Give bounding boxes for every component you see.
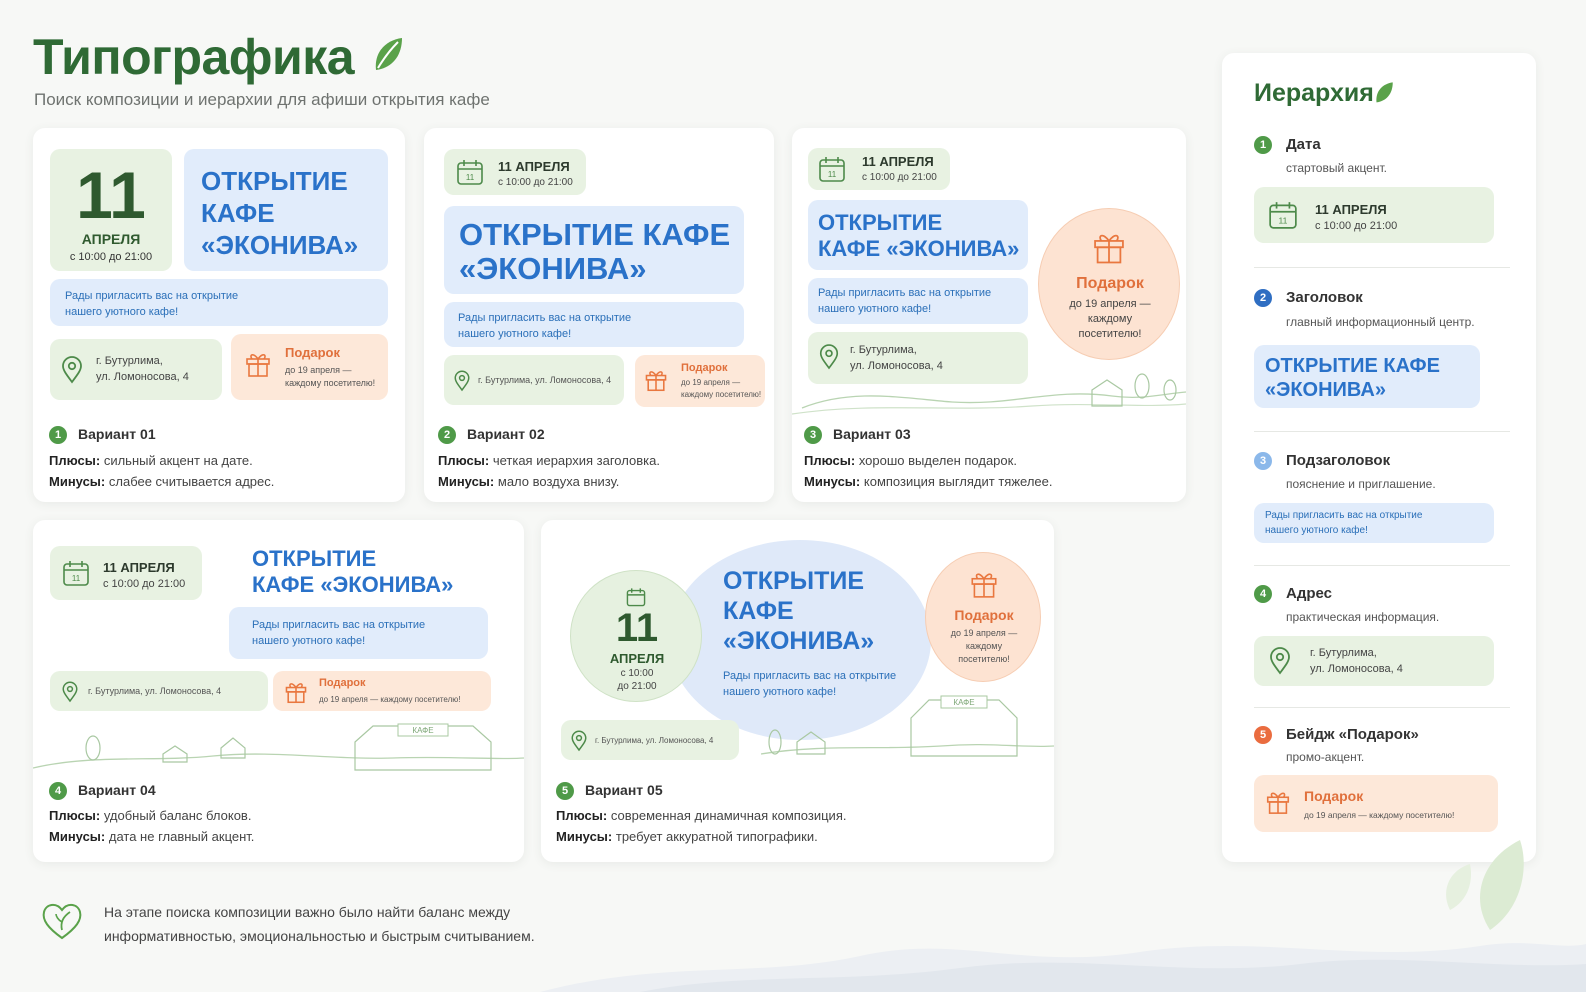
gift-icon [243,348,273,378]
variant-proscons: Плюсы: хорошо выделен подарок. Минусы: композиция выглядит тяжелее. [804,453,1053,489]
heading-block [184,149,388,271]
gift-icon [643,366,669,392]
variant-proscons: Плюсы: сильный акцент на дате. Минусы: слабее считывается адрес. [49,453,275,489]
invite-block [229,607,488,659]
hierarchy-label: Адрес [1286,585,1333,602]
variant-card-2 [424,128,774,502]
address-text: г. Бутурлима, ул. Ломоносова, 4 [1310,647,1403,675]
variant-proscons: Плюсы: современная динамичная композиция. Минусы: требует аккуратной типографики. [556,808,847,844]
invite-text: Рады пригласить вас на открытие нашего уютного кафе! [1265,510,1423,536]
footer-note: На этапе поиска композиции важно было найти баланс между информативностью, эмоциональностью и быстрым считыванием. [104,904,535,944]
variant-card-5 [541,520,1054,862]
date-text: 11 АПРЕЛЯ [862,154,934,169]
divider [1254,707,1510,708]
variant-proscons: Плюсы: четкая иерархия заголовка. Минусы: мало воздуха внизу. [438,453,660,489]
address-text: г. Бутурлима, ул. Ломоносова, 4 [595,736,714,745]
map-pin-icon [453,370,471,392]
variant-number: 3 [804,426,822,444]
invite-block [1254,503,1494,543]
map-pin-icon [818,344,840,370]
gift-title: Подарок [681,362,728,374]
address-block [561,720,739,760]
divider [1254,431,1510,432]
variant-title: Вариант 01 [78,426,156,442]
gift-icon [1264,787,1292,815]
svg-text:11: 11 [827,170,837,179]
leaf-decoration [1430,830,1570,940]
leaf-icon [1374,81,1394,105]
gift-title: Подарок [319,677,366,689]
calendar-icon [818,155,846,183]
invite-block [444,302,744,347]
gift-desc: до 19 апреля — каждому посетителю! [285,365,376,388]
divider [1254,565,1510,566]
date-day: 11 [76,158,146,232]
gift-icon [968,567,1000,599]
invite-text: Рады пригласить вас на открытие нашего уютного кафе! [65,290,239,318]
poster-heading: ОТКРЫТИЕ КАФЕ «ЭКОНИВА» [723,567,875,655]
hierarchy-desc: практическая информация. [1286,610,1440,624]
gift-icon [1090,227,1128,265]
variant-title: Вариант 03 [833,426,911,442]
landscape-illustration [33,720,524,780]
heading-block [1254,345,1480,408]
gift-title: Подарок [285,345,340,360]
hierarchy-number: 2 [1254,289,1272,307]
time-text: с 10:00 до 21:00 [498,177,573,188]
variant-title: Вариант 04 [78,782,156,798]
hierarchy-label: Дата [1286,136,1321,153]
date-circle [570,570,702,702]
address-text: г. Бутурлима, ул. Ломоносова, 4 [850,344,943,372]
hierarchy-desc: промо-акцент. [1286,750,1365,764]
variant-proscons: Плюсы: удобный баланс блоков. Минусы: дата не главный акцент. [49,808,255,844]
invite-text: Рады пригласить вас на открытие нашего уютного кафе! [252,619,426,647]
time-text: с 10:00 до 21:00 [862,172,937,183]
variant-card-4 [33,520,524,862]
invite-text: Рады пригласить вас на открытие нашего уютного кафе! [458,312,632,340]
hierarchy-panel [1222,53,1536,862]
date-text: 11 АПРЕЛЯ [103,560,175,575]
date-time: с 10:00 до 21:00 [617,668,657,692]
date-block [808,148,950,190]
gift-block [273,671,491,711]
map-pin-icon [1268,646,1292,676]
hierarchy-label: Бейдж «Подарок» [1286,726,1419,743]
address-text: г. Бутурлима, ул. Ломоносова, 4 [96,355,189,383]
leaf-icon [372,36,404,74]
hierarchy-number: 4 [1254,585,1272,603]
cafe-sign-text: КАФЕ [412,726,434,735]
gift-title: Подарок [1076,275,1144,292]
gift-desc: до 19 апреля — каждому посетителю! [681,378,762,399]
date-block [50,546,202,600]
address-text: г. Бутурлима, ул. Ломоносова, 4 [478,375,612,385]
poster-heading: ОТКРЫТИЕ КАФЕ «ЭКОНИВА» [252,546,454,597]
heading-block [444,206,744,294]
poster-heading: ОТКРЫТИЕ КАФЕ «ЭКОНИВА» [1265,355,1440,401]
gift-desc: до 19 апреля — каждому посетителю! [1304,810,1455,820]
variant-card-3 [792,128,1186,502]
time-text: с 10:00 до 21:00 [1315,220,1398,232]
address-block [50,339,222,400]
hierarchy-label: Подзаголовок [1286,452,1391,469]
date-text: 11 АПРЕЛЯ [498,159,570,174]
hierarchy-number: 1 [1254,136,1272,154]
divider [1254,267,1510,268]
variant-number: 5 [556,782,574,800]
landscape-illustration [792,368,1186,418]
svg-text:11: 11 [465,173,475,182]
address-block [444,355,624,405]
poster-heading: ОТКРЫТИЕ КАФЕ «ЭКОНИВА» [818,210,1020,261]
variant-title: Вариант 02 [467,426,545,442]
date-day: 11 [615,606,659,650]
gift-icon [283,678,309,704]
gift-circle [925,552,1041,682]
heading-block [808,200,1028,270]
time-text: с 10:00 до 21:00 [103,578,186,590]
invite-block [808,278,1028,324]
calendar-icon [1268,200,1298,230]
gift-block [1254,775,1498,832]
hierarchy-label: Заголовок [1286,289,1363,306]
gift-desc: до 19 апреля — каждому посетителю! [950,628,1018,664]
hierarchy-desc: пояснение и приглашение. [1286,477,1436,491]
landscape-illustration [761,690,1054,770]
map-pin-icon [60,356,84,384]
svg-text:11: 11 [1278,215,1288,226]
invite-block [50,279,388,326]
date-month: АПРЕЛЯ [81,231,141,247]
gift-desc: до 19 апреля — каждому посетителю! [319,695,461,704]
address-block [50,671,268,711]
poster-heading: ОТКРЫТИЕ КАФЕ «ЭКОНИВА» [201,166,359,260]
heart-leaf-icon [40,900,84,942]
svg-text:11: 11 [71,574,81,583]
gift-block [231,334,388,400]
gift-title: Подарок [1304,788,1364,804]
poster-heading: ОТКРЫТИЕ КАФЕ «ЭКОНИВА» [459,217,731,286]
date-block [444,149,586,195]
calendar-icon [456,158,484,186]
hierarchy-title: Иерархия [1254,79,1374,107]
date-time: с 10:00 до 21:00 [69,251,153,263]
variant-card-1 [33,128,405,502]
hierarchy-number: 3 [1254,452,1272,470]
invite-text: Рады пригласить вас на открытие нашего уютного кафе! [818,287,992,315]
variant-number: 1 [49,426,67,444]
cafe-sign-text: КАФЕ [953,698,975,707]
gift-title: Подарок [954,607,1014,623]
variant-number: 4 [49,782,67,800]
map-pin-icon [61,681,79,703]
gift-block [635,355,765,407]
date-text: 11 АПРЕЛЯ [1315,202,1387,217]
address-text: г. Бутурлима, ул. Ломоносова, 4 [88,686,222,696]
address-block [1254,636,1494,686]
calendar-icon [626,587,646,607]
hierarchy-desc: главный информационный центр. [1286,315,1475,329]
gift-desc: до 19 апреля — каждому посетителю! [1069,298,1151,340]
page-title: Типографика [33,29,355,85]
date-month: АПРЕЛЯ [609,651,665,666]
page-subtitle: Поиск композиции и иерархии для афиши открытия кафе [34,90,490,109]
variant-number: 2 [438,426,456,444]
calendar-icon [62,559,90,587]
variant-title: Вариант 05 [585,782,663,798]
invite-text: Рады пригласить вас на открытие нашего уютного кафе! [723,670,897,698]
gift-circle [1038,208,1180,360]
hierarchy-number: 5 [1254,726,1272,744]
date-block [1254,187,1494,243]
date-block [50,149,172,271]
map-pin-icon [570,730,588,752]
hierarchy-desc: стартовый акцент. [1286,161,1387,175]
